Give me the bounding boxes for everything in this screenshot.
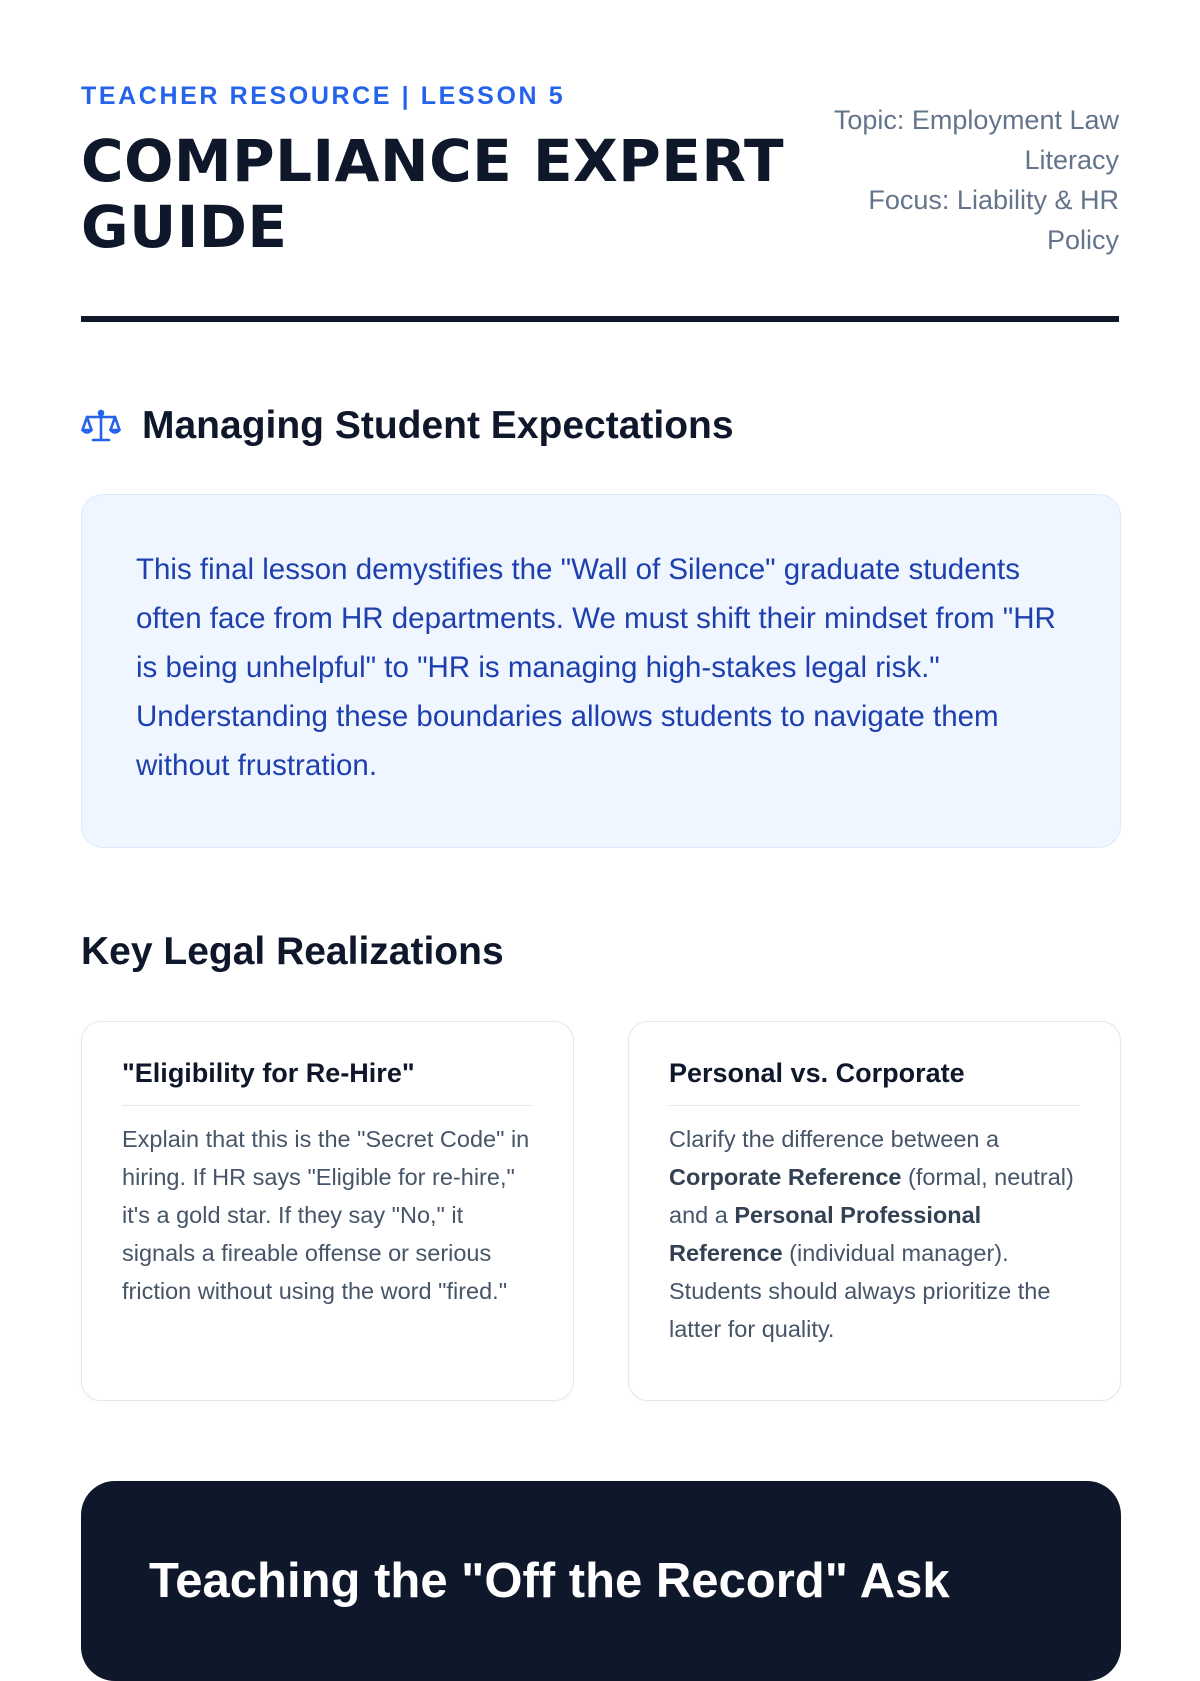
personal-reference-term: Personal Professional Reference [669, 1202, 982, 1266]
body-text: Clarify the difference between a [669, 1126, 1000, 1152]
body-text: (formal, neutral) and a [669, 1164, 1074, 1228]
rehire-card [81, 1021, 574, 1401]
card-body [669, 1120, 1080, 1348]
off-record-banner [81, 1481, 1121, 1681]
lesson-meta [799, 100, 1119, 260]
card-title: "Eligibility for Re-Hire" [122, 1058, 533, 1106]
page-title: COMPLIANCE EXPERT GUIDE [81, 127, 785, 261]
banner-title: Teaching the "Off the Record" Ask [149, 1554, 950, 1608]
intro-callout [81, 494, 1121, 848]
corporate-reference-term: Corporate Reference [669, 1164, 902, 1190]
scale-icon [81, 406, 121, 446]
section-heading [81, 398, 734, 454]
realizations-title: Key Legal Realizations [81, 930, 504, 973]
eyebrow-label: TEACHER RESOURCE | LESSON 5 [81, 82, 566, 110]
header [81, 0, 1119, 322]
focus-text: Focus: Liability & HR Policy [868, 185, 1119, 255]
card-title: Personal vs. Corporate [669, 1058, 1080, 1106]
body-text: (individual manager). Students should always prioritize the latter for quality. [669, 1240, 1051, 1342]
intro-text: This final lesson demystifies the "Wall of Silence" graduate students often face from HR departments. We must shift their mindset from "HR is being unhelpful" to "HR is managing high-stakes legal risk." Understanding these boundaries allows students to navigate them without frustration. [136, 553, 1056, 782]
section-title: Managing Student Expectations [142, 404, 734, 447]
topic-text: Topic: Employment Law Literacy [833, 105, 1119, 175]
card-body: Explain that this is the "Secret Code" in hiring. If HR says "Eligible for re-hire," it's a gold star. If they say "No," it signals a fireable offense or serious friction without using the word "fired." [122, 1126, 530, 1304]
personal-vs-corporate-card [628, 1021, 1121, 1401]
